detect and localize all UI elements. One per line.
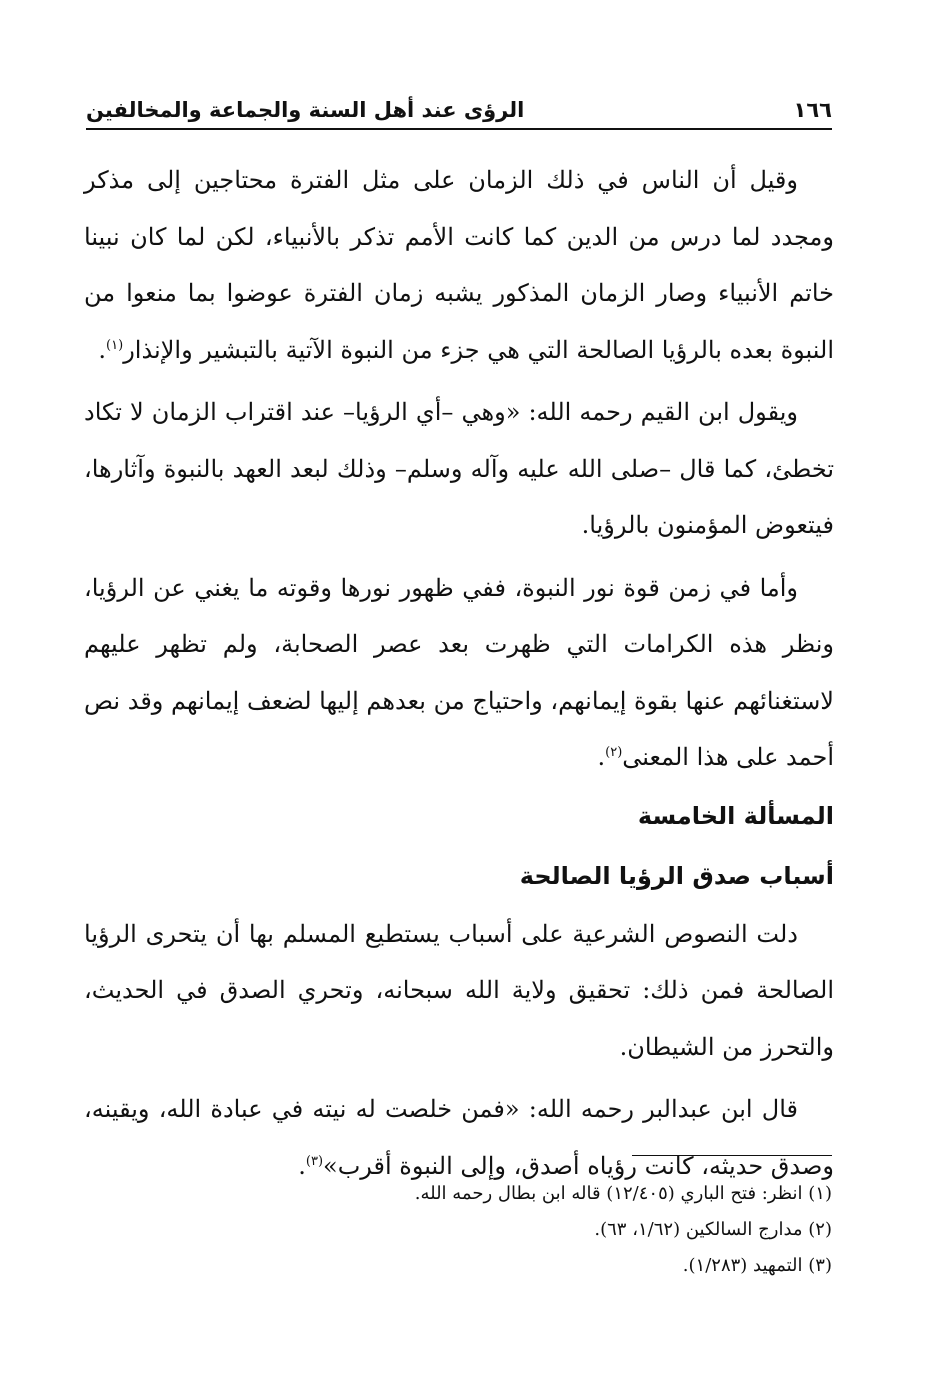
paragraph-1-text: وقيل أن الناس في ذلك الزمان على مثل الفترة محتاجين إلى مذكر ومجدد لما درس من الدين كما كانت الأمم تذكر بالأنبياء، لكن لما كان نبينا خاتم الأنبياء وصار الزمان المذكور يشبه زمان الفترة عوضوا بما منعوا من النبوة بعده بالرؤيا الصالحة التي هي جزء من النبوة الآتية بالتبشير والإنذار: [84, 166, 834, 364]
section-heading: المسألة الخامسة: [637, 801, 834, 830]
footnote-1: (١) انظر: فتح الباري (١٢/٤٠٥) قاله ابن بطال رحمه الله.: [414, 1183, 832, 1204]
paragraph-2: ويقول ابن القيم رحمه الله: «وهي –أي الرؤيا– عند اقتراب الزمان لا تكاد تخطئ، كما قال –صلى الله عليه وآله وسلم– وذلك لبعد العهد بالنبوة وآثارها، فيتعوض المؤمنون بالرؤيا.: [84, 398, 834, 539]
footnote-ref-1: (١): [106, 337, 124, 353]
footnote-2: (٢) مدارج السالكين (١/٦٢، ٦٣).: [594, 1219, 832, 1240]
paragraph-3-end: .: [597, 743, 606, 771]
paragraph-3-text: وأما في زمن قوة نور النبوة، ففي ظهور نورها وقوته ما يغني عن الرؤيا، ونظر هذه الكرامات التي ظهرت بعد عصر الصحابة، ولم تظهر عليهم لاستغنائهم عنها بقوة إيمانهم، واحتياج من بعدهم إليها لضعف إيمانهم وقد نص أحمد على هذا المعنى: [84, 573, 834, 771]
footnote-ref-3: (٣): [305, 1153, 324, 1169]
running-title: الرؤى عند أهل السنة والجماعة والمخالفين: [86, 98, 525, 122]
paragraph-5-text: قال ابن عبدالبر رحمه الله: «فمن خلصت له نيته في عبادة الله، ويقينه، وصدق حديثه، كانت رؤياه أصدق، وإلى النبوة أقرب»: [84, 1095, 834, 1180]
paragraph-3: [84, 560, 834, 786]
paragraph-1-end: .: [98, 335, 107, 364]
page-number: ١٦٦: [793, 98, 832, 122]
main-text: [84, 152, 834, 1194]
paragraph-5-end: .: [298, 1151, 306, 1180]
paragraph-1: [84, 152, 834, 378]
section-subheading: أسباب صدق الرؤيا الصالحة: [519, 861, 834, 890]
footnote-3: (٣) التمهيد (١/٢٨٣).: [682, 1255, 832, 1276]
page-header: [86, 88, 832, 130]
paragraph-4: دلت النصوص الشرعية على أسباب يستطيع المسلم بها أن يتحرى الرؤيا الصالحة فمن ذلك: تحقيق ولاية الله سبحانه، وتحري الصدق في الحديث، والتحرز من الشيطان.: [84, 919, 834, 1061]
footnote-ref-2: (٢): [605, 745, 623, 760]
footnote-separator: [632, 1155, 832, 1156]
footnotes: [118, 1176, 832, 1284]
